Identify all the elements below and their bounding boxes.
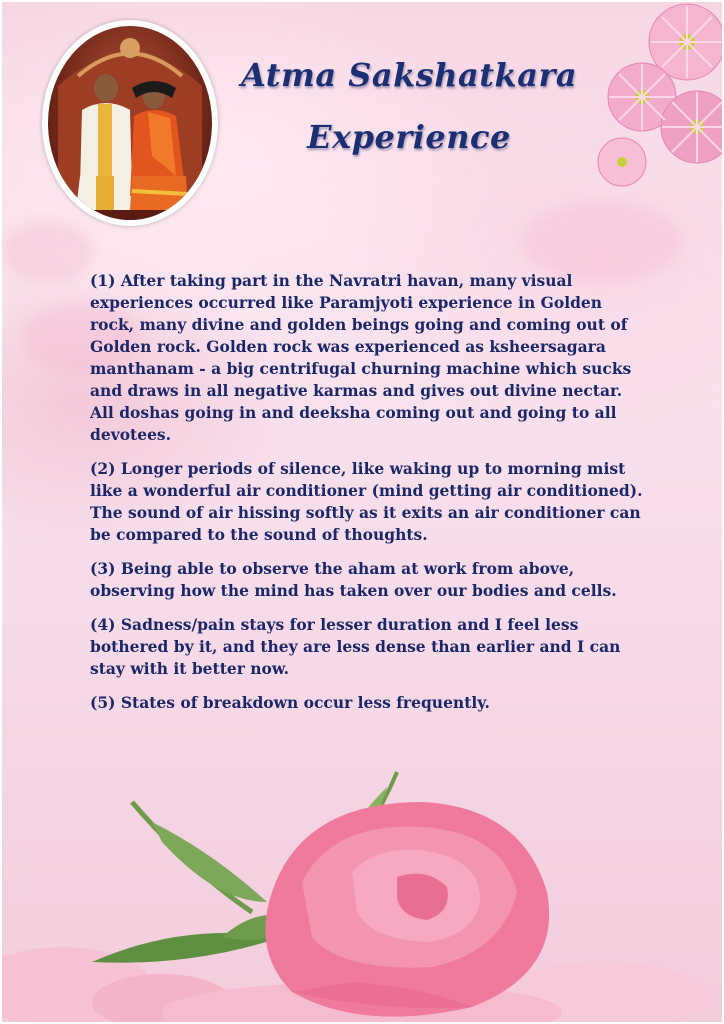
document-page — [2, 2, 722, 1022]
portrait-image — [48, 26, 212, 220]
experience-paragraph-4: (4) Sadness/pain stays for lesser duration and I feel less bothered by it, and they are less dense than earlier and I can stay with it better now. — [90, 615, 621, 678]
experience-paragraph-2: (2) Longer periods of silence, like waking up to morning mist like a wonderful air conditioner (mind getting air conditioned). The sound of air hissing softly as it exits an air conditioner can be compared to the sound of thoughts. — [90, 459, 643, 544]
experience-paragraph-1: (1) After taking part in the Navratri havan, many visual experiences occurred like Paramjyoti experience in Golden rock, many divine and golden beings going and coming out of Golden rock. Golden rock was experienced as ksheersagara manthanam - a big centrifugal churning machine which sucks and draws in all negative karmas and gives out divine nectar. All doshas going in and deeksha coming out and going to all devotees. — [90, 271, 632, 444]
couple-portrait-illustration — [48, 26, 212, 220]
experience-paragraph-3: (3) Being able to observe the aham at work from above, observing how the mind has taken over our bodies and cells. — [90, 559, 617, 600]
experience-paragraph-5: (5) States of breakdown occur less frequently. — [90, 693, 490, 712]
portrait-frame — [42, 20, 218, 226]
flowers-decoration — [572, 2, 722, 187]
experience-list — [90, 270, 650, 726]
background-petal — [2, 222, 92, 282]
page-title-line-1: Atma Sakshatkara — [240, 56, 578, 94]
rose-decoration — [2, 762, 722, 1022]
page-title-line-2: Experience — [307, 118, 511, 156]
